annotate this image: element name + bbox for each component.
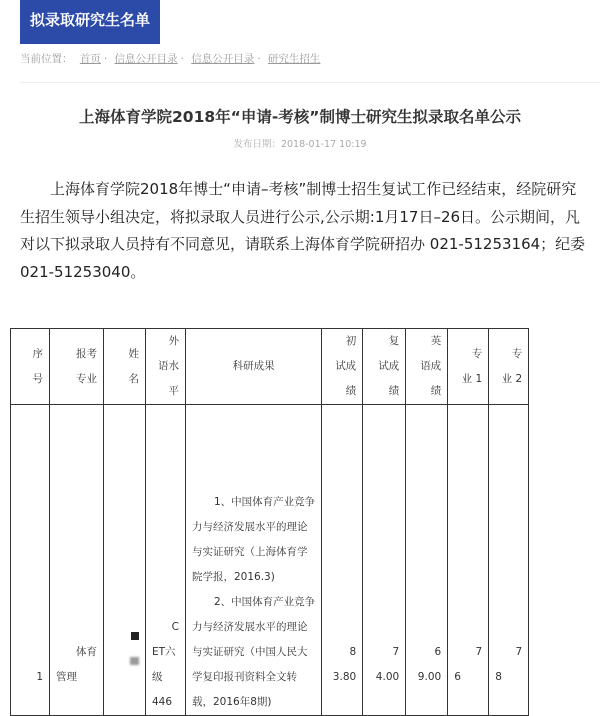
- header-text: 业 2: [501, 372, 523, 385]
- cell-retest: [363, 405, 406, 716]
- paragraph-line: 生招生领导小组决定，将拟录取人员进行公示,公示期:1月17日–26日。公示期间，凡: [20, 207, 581, 226]
- cell-text: 7: [392, 646, 400, 658]
- column-header: [406, 329, 448, 405]
- header-text: 业 1: [461, 372, 483, 385]
- header-text: 专业: [76, 372, 97, 385]
- cell-text: 载，2016年8期): [192, 696, 272, 708]
- cell-lang: [146, 405, 186, 716]
- column-header: [448, 329, 489, 405]
- header-text: 外: [168, 335, 179, 347]
- cell-text: 2、中国体育产业竞争: [214, 596, 316, 608]
- cell-text: 6: [454, 671, 461, 683]
- cell-english: [406, 405, 448, 716]
- header-text: 语水平: [158, 360, 179, 397]
- cell-text: 管理: [56, 671, 77, 683]
- cell-text: 6: [434, 646, 442, 658]
- column-header: [104, 329, 146, 405]
- separator: ·: [257, 53, 261, 65]
- cell-name: [104, 405, 146, 716]
- header-text: 英: [430, 335, 442, 347]
- cell-text: 力与经济发展水平的理论: [192, 521, 308, 533]
- redacted-name-mark: [110, 650, 139, 675]
- section-banner: 拟录取研究生名单: [20, 0, 160, 44]
- paragraph-line: 上海体育学院2018年博士“申请–考核”制博士招生复试工作已经结束，经院研究: [50, 180, 577, 198]
- cell-text: 8: [495, 671, 502, 683]
- divider: [20, 82, 600, 83]
- publish-date: 发布日期：2018-01-17 10:19: [233, 139, 367, 150]
- paragraph-line: 021-51253040。: [20, 262, 146, 281]
- header-text: 序: [32, 347, 43, 360]
- header-text: 号: [32, 372, 43, 385]
- cell-text: 与实证研究（中国人民大: [192, 646, 308, 658]
- column-header: [363, 329, 406, 405]
- cell-research: [186, 405, 322, 716]
- header-text: 报考: [76, 347, 97, 360]
- cell-text: ET六: [152, 646, 176, 658]
- column-header: [322, 329, 363, 405]
- cell-prelim: [322, 405, 363, 716]
- cell-text: 8: [349, 646, 357, 658]
- cell-text: 体育: [76, 646, 97, 658]
- header-text: 姓: [128, 347, 139, 360]
- header-text: 语成绩: [420, 360, 442, 397]
- cell-text: 4.00: [375, 671, 400, 683]
- header-text: 初: [345, 335, 357, 347]
- cell-text: 1、中国体育产业竞争: [214, 496, 316, 508]
- header-text: 科研成果: [232, 360, 275, 372]
- column-header: [11, 329, 50, 405]
- breadcrumb: [20, 51, 320, 66]
- cell-major2: [489, 405, 529, 716]
- cell-text: C: [171, 621, 179, 633]
- column-header: [50, 329, 104, 405]
- cell-text: 级446: [152, 671, 173, 708]
- header-text: 名: [128, 372, 139, 385]
- redacted-name-mark: [110, 625, 139, 650]
- breadcrumb-info-catalog-2[interactable]: 信息公开目录: [191, 53, 255, 65]
- column-header: [146, 329, 186, 405]
- article-paragraph: [20, 176, 585, 286]
- cell-text: 9.00: [417, 671, 442, 683]
- breadcrumb-label: 当前位置：: [20, 53, 73, 65]
- header-text: 专: [511, 347, 523, 360]
- admission-table: [10, 328, 529, 716]
- header-text: 复: [388, 335, 400, 347]
- separator: ·: [180, 53, 184, 65]
- column-header: [489, 329, 529, 405]
- table-header-row: [11, 329, 529, 405]
- cell-major1: [448, 405, 489, 716]
- separator: ·: [103, 53, 108, 65]
- cell-no: [11, 405, 50, 716]
- column-header: [186, 329, 322, 405]
- cell-text: 力与经济发展水平的理论: [192, 621, 308, 633]
- cell-text: 学复印报刊资料全文转: [192, 671, 297, 683]
- breadcrumb-home[interactable]: 首页: [79, 53, 101, 65]
- cell-text: 与实证研究（上海体育学: [192, 546, 308, 558]
- header-text: 试成绩: [378, 360, 400, 397]
- header-text: 试成绩: [335, 360, 357, 397]
- article-title: 上海体育学院2018年“申请-考核”制博士研究生拟录取名单公示: [79, 108, 521, 126]
- cell-text: 1: [36, 671, 43, 683]
- breadcrumb-info-catalog[interactable]: 信息公开目录: [114, 53, 178, 65]
- paragraph-line: 对以下拟录取人员持有不同意见，请联系上海体育学院研招办 021-51253164；纪委: [20, 235, 586, 253]
- table-row: [11, 405, 529, 716]
- cell-text: 院学报，2016.3): [192, 571, 275, 583]
- cell-major: [50, 405, 104, 716]
- cell-text: 7: [515, 646, 523, 658]
- breadcrumb-grad-admission[interactable]: 研究生招生: [267, 53, 321, 65]
- cell-text: 7: [475, 646, 483, 658]
- cell-text: 3.80: [332, 671, 357, 683]
- header-text: 专: [471, 347, 483, 360]
